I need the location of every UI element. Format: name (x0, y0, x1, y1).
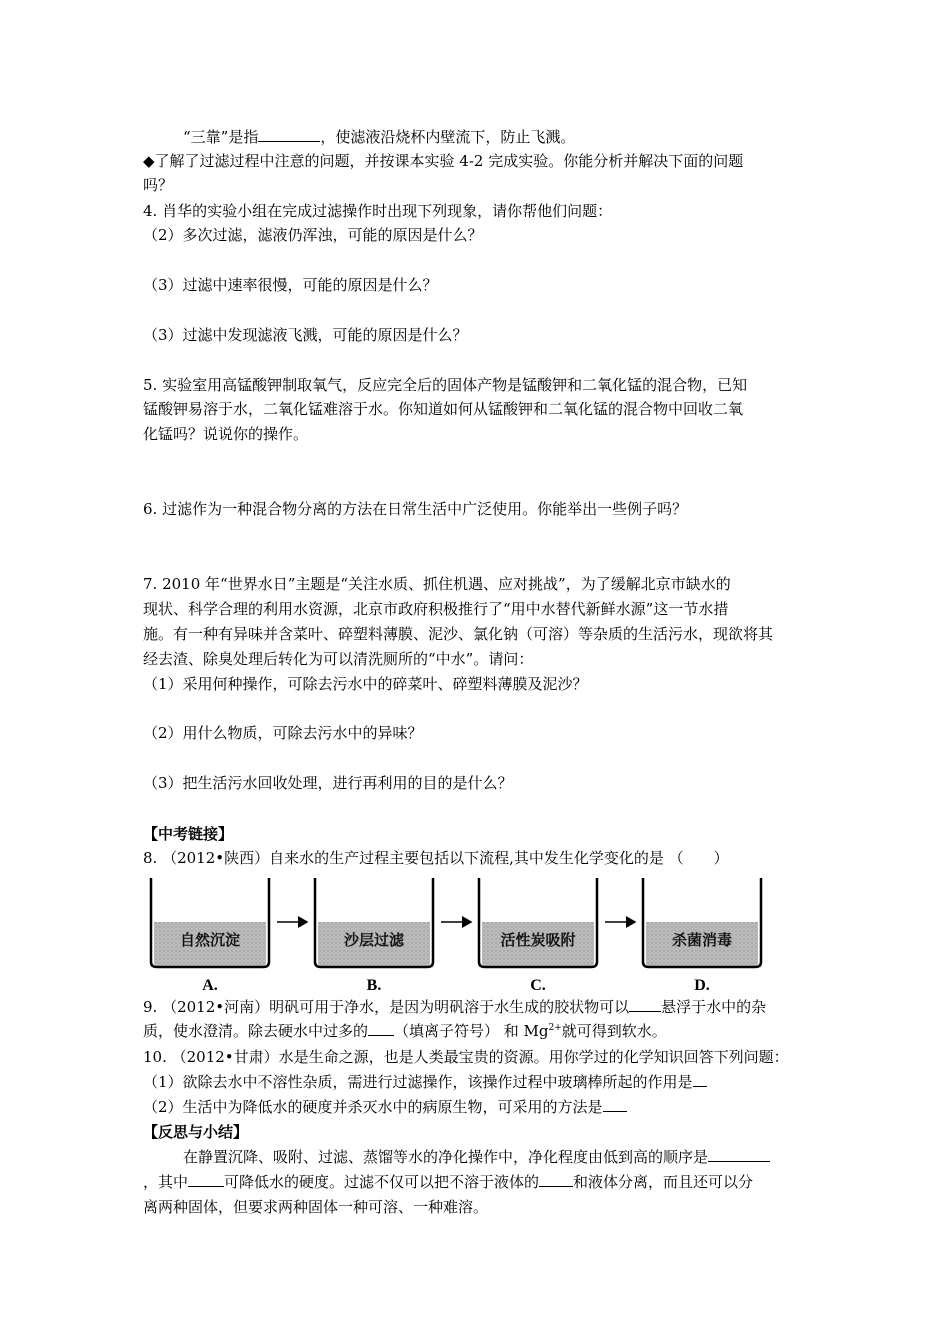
question-10-part (143, 1071, 823, 1093)
answer-blank[interactable] (368, 1020, 394, 1036)
option-letter: D. (694, 977, 710, 994)
question-4-part: （3）过滤中发现滤液飞溅，可能的原因是什么？ (143, 326, 468, 344)
question-4: 4. 肖华的实验小组在完成过滤操作时出现下列现象，请你帮他们问题： (143, 202, 613, 220)
question-7-part: （1）采用何种操作，可除去污水中的碎菜叶、碎塑料薄膜及泥沙？ (143, 675, 588, 693)
step-label: 活性炭吸附 (500, 931, 576, 949)
text-line (183, 126, 863, 148)
text-line: 吗？ (143, 176, 174, 194)
question-5: 5. 实验室用高锰酸钾制取氧气，反应完全后的固体产物是锰酸钾和二氧化锰的混合物，已知 (143, 376, 748, 394)
question-4-part: （2）多次过滤，滤液仍浑浊，可能的原因是什么？ (143, 226, 483, 244)
text: ，使滤液沿烧杯内壁流下，防止飞溅。 (320, 128, 576, 146)
question-7: 现状、科学合理的利用水资源，北京市政府积极推行了“用中水替代新鲜水源”这一节水措 (143, 600, 729, 618)
answer-blank[interactable] (539, 1171, 573, 1187)
summary-line (143, 1171, 823, 1193)
step-label: 自然沉淀 (179, 931, 241, 949)
summary-line (183, 1146, 863, 1168)
step-label: 杀菌消毒 (671, 931, 733, 949)
step-label: 沙层过滤 (343, 931, 405, 949)
answer-blank[interactable] (708, 1146, 770, 1162)
question-5: 化锰吗？说说你的操作。 (143, 425, 309, 443)
option-letter: C. (530, 977, 546, 994)
text: 悬浮于水中的杂 (661, 998, 767, 1016)
question-6: 6. 过滤作为一种混合物分离的方法在日常生活中广泛使用。你能举出一些例子吗？ (143, 500, 688, 518)
text: 在静置沉降、吸附、过滤、蒸馏等水的净化操作中，净化程度由低到高的顺序是 (183, 1148, 709, 1166)
flow-step (643, 878, 761, 994)
question-8: 8. （2012•陕西）自来水的生产过程主要包括以下流程,其中发生化学变化的是 （ ） (143, 849, 729, 867)
text: 9. （2012•河南）明矾可用于净水，是因为明矾溶于水生成的胶状物可以 (143, 998, 630, 1016)
question-9 (143, 996, 823, 1018)
text: 可降低水的硬度。过滤不仅可以把不溶于液体的 (224, 1173, 540, 1191)
answer-blank[interactable] (629, 996, 661, 1012)
text: “三靠”是指 (183, 128, 259, 146)
text: （2）生活中为降低水的硬度并杀灭水中的病原生物，可采用的方法是 (143, 1098, 603, 1116)
option-letter: B. (366, 977, 382, 994)
question-7: 施。有一种有异味并含菜叶、碎塑料薄膜、泥沙、氯化钠（可溶）等杂质的生活污水，现欲将其 (143, 625, 774, 643)
question-7: 7. 2010 年“世界水日”主题是“关注水质、抓住机遇、应对挑战”，为了缓解北京市缺水的 (143, 575, 731, 593)
answer-blank[interactable] (693, 1071, 707, 1087)
section-heading-link: 【中考链接】 (143, 825, 234, 843)
text: （1）欲除去水中不溶性杂质，需进行过滤操作，该操作过程中玻璃棒所起的作用是 (143, 1073, 693, 1091)
question-10: 10. （2012•甘肃）水是生命之源，也是人类最宝贵的资源。用你学过的化学知识回答下列问题： (143, 1048, 789, 1066)
question-4-part: （3）过滤中速率很慢，可能的原因是什么？ (143, 276, 438, 294)
question-7: 经去渣、除臭处理后转化为可以清洗厕所的“中水”。请问： (143, 650, 534, 668)
text: （填离子符号） 和 Mg (394, 1022, 549, 1040)
summary-line: 离两种固体，但要求两种固体一种可溶、一种难溶。 (143, 1198, 489, 1216)
text-line: ◆了解了过滤过程中注意的问题，并按课本实验 4-2 完成实验。你能分析并解决下面的问题 (143, 152, 744, 170)
answer-blank[interactable] (258, 126, 320, 142)
answer-blank[interactable] (188, 1171, 224, 1187)
text: 就可得到软水。 (561, 1022, 667, 1040)
section-heading-summary: 【反思与小结】 (143, 1123, 249, 1141)
superscript: 2+ (548, 1023, 562, 1033)
question-5: 锰酸钾易溶于水，二氧化锰难溶于水。你知道如何从锰酸钾和二氧化锰的混合物中回收二氧 (143, 400, 744, 418)
answer-blank[interactable] (603, 1096, 627, 1112)
flow-step (151, 878, 269, 994)
option-letter: A. (202, 977, 218, 994)
text: 和液体分离，而且还可以分 (573, 1173, 754, 1191)
flow-step (315, 878, 433, 994)
text: ，其中 (143, 1173, 189, 1191)
question-7-part: （3）把生活污水回收处理，进行再利用的目的是什么？ (143, 774, 513, 792)
question-9 (143, 1020, 823, 1042)
question-10-part (143, 1096, 823, 1118)
question-7-part: （2）用什么物质，可除去污水中的异味？ (143, 724, 423, 742)
flow-diagram (143, 874, 783, 996)
text: 质，使水澄清。除去硬水中过多的 (143, 1022, 369, 1040)
flow-step (479, 878, 597, 994)
